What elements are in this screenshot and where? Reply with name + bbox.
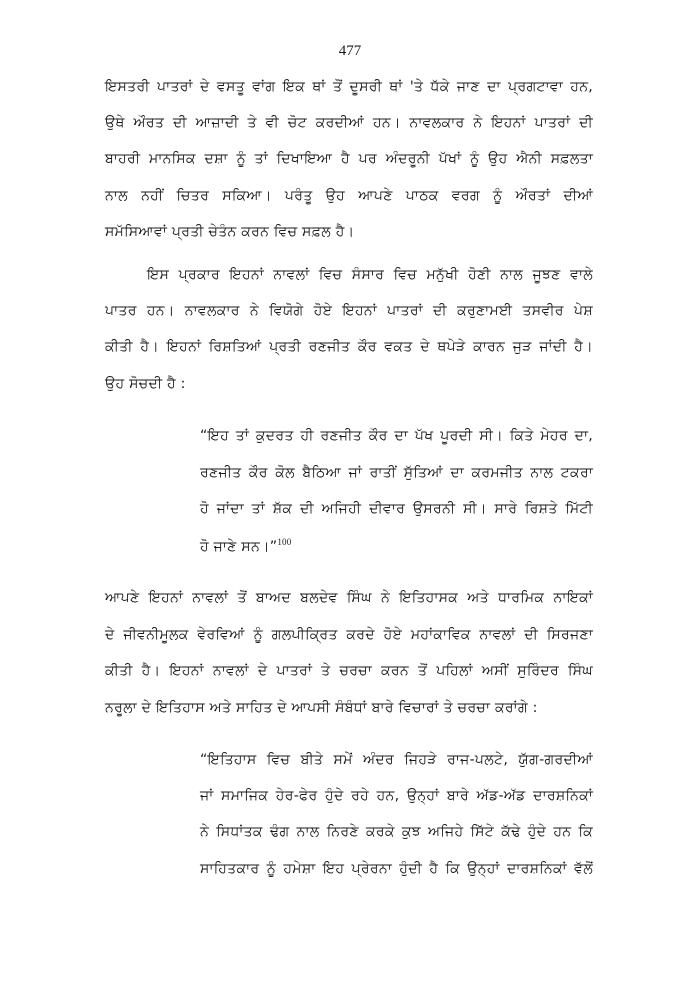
text-line: ਸਮੱਸਿਆਵਾਂ ਪ੍ਰਤੀ ਚੇਤੰਨ ਕਰਨ ਵਿਚ ਸਫ਼ਲ ਹੈ। — [105, 224, 355, 240]
footnote-ref: 100 — [277, 537, 292, 547]
quote-line: “ਇਤਿਹਾਸ ਵਿਚ ਬੀਤੇ ਸਮੇਂ ਅੰਦਰ ਜਿਹੜੇ ਰਾਜ-ਪਲਟੇ, ਯੁੱਗ-ਗਰਦੀਆਂ — [200, 752, 593, 768]
text-line: ਉਹ ਸੋਚਦੀ ਹੈ : — [105, 376, 186, 392]
text-line: ਉਥੇ ਔਰਤ ਦੀ ਆਜ਼ਾਦੀ ਤੇ ਵੀ ਚੋਟ ਕਰਦੀਆਂ ਹਨ। ਨਾਵਲਕਾਰ ਨੇ ਇਹਨਾਂ ਪਾਤਰਾਂ ਦੀ — [105, 115, 593, 131]
text-line: ਦੇ ਜੀਵਨੀਮੂਲਕ ਵੇਰਵਿਆਂ ਨੂੰ ਗਲਪੀਕ੍ਰਿਤ ਕਰਦੇ ਹੋਏ ਮਹਾਂਕਾਵਿਕ ਨਾਵਲਾਂ ਦੀ ਸਿਰਜਣਾ — [105, 627, 593, 643]
page-number: 477 — [338, 43, 362, 59]
quote-line: ਹੋ ਜਾਂਦਾ ਤਾਂ ਸ਼ੱਕ ਦੀ ਅਜਿਹੀ ਦੀਵਾਰ ਉਸਰਨੀ ਸੀ। ਸਾਰੇ ਰਿਸ਼ਤੇ ਮਿੱਟੀ — [200, 501, 593, 517]
quote-line: ਨੇ ਸਿਧਾਂਤਕ ਢੰਗ ਨਾਲ ਨਿਰਣੇ ਕਰਕੇ ਕੁਝ ਅਜਿਹੇ ਸਿੱਟੇ ਕੱਢੇ ਹੁੰਦੇ ਹਨ ਕਿ — [200, 824, 593, 840]
text-line: ਕੀਤੀ ਹੈ। ਇਹਨਾਂ ਰਿਸ਼ਤਿਆਂ ਪ੍ਰਤੀ ਰਣਜੀਤ ਕੌਰ ਵਕਤ ਦੇ ਥਪੇੜੇ ਕਾਰਨ ਜੁੜ ਜਾਂਦੀ ਹੈ। — [105, 339, 593, 355]
text-line: ਨਾਲ ਨਹੀਂ ਚਿਤਰ ਸਕਿਆ। ਪਰੰਤੂ ਉਹ ਆਪਣੇ ਪਾਠਕ ਵਰਗ ਨੂੰ ਔਰਤਾਂ ਦੀਆਂ — [105, 188, 593, 204]
text-line: ਨਰੂਲਾ ਦੇ ਇਤਿਹਾਸ ਅਤੇ ਸਾਹਿਤ ਦੇ ਆਪਸੀ ਸੰਬੰਧਾਂ ਬਾਰੇ ਵਿਚਾਰਾਂ ਤੇ ਚਰਚਾ ਕਰਾਂਗੇ : — [105, 700, 538, 716]
text-line: ਬਾਹਰੀ ਮਾਨਸਿਕ ਦਸ਼ਾ ਨੂੰ ਤਾਂ ਦਿਖਾਇਆ ਹੈ ਪਰ ਅੰਦਰੂਨੀ ਪੱਖਾਂ ਨੂੰ ਉਹ ਐਨੀ ਸਫ਼ਲਤਾ — [105, 151, 593, 167]
text-line: ਇਸ ਪ੍ਰਕਾਰ ਇਹਨਾਂ ਨਾਵਲਾਂ ਵਿਚ ਸੰਸਾਰ ਵਿਚ ਮਨੁੱਖੀ ਹੋਣੀ ਨਾਲ ਜੂਝਣ ਵਾਲੇ — [147, 267, 593, 283]
text-line: ਕੀਤੀ ਹੈ। ਇਹਨਾਂ ਨਾਵਲਾਂ ਦੇ ਪਾਤਰਾਂ ਤੇ ਚਰਚਾ ਕਰਨ ਤੋਂ ਪਹਿਲਾਂ ਅਸੀਂ ਸੁਰਿੰਦਰ ਸਿੰਘ — [105, 663, 593, 679]
quote-line: ਜਾਂ ਸਮਾਜਿਕ ਹੇਰ-ਫੇਰ ਹੁੰਦੇ ਰਹੇ ਹਨ, ਉਨ੍ਹਾਂ ਬਾਰੇ ਅੱਡ-ਅੱਡ ਦਾਰਸ਼ਨਿਕਾਂ — [200, 788, 593, 804]
quote-line — [200, 537, 593, 555]
quote-line: ਸਾਹਿਤਕਾਰ ਨੂੰ ਹਮੇਸ਼ਾ ਇਹ ਪ੍ਰੇਰਨਾ ਹੁੰਦੀ ਹੈ ਕਿ ਉਨ੍ਹਾਂ ਦਾਰਸ਼ਨਿਕਾਂ ਵੱਲੋਂ — [200, 861, 593, 877]
quote-text: ਹੋ ਜਾਣੇ ਸਨ।” — [200, 539, 278, 555]
text-line: ਇਸਤਰੀ ਪਾਤਰਾਂ ਦੇ ਵਸਤੂ ਵਾਂਗ ਇਕ ਥਾਂ ਤੋਂ ਦੂਸਰੀ ਥਾਂ 'ਤੇ ਧੱਕੇ ਜਾਣ ਦਾ ਪ੍ਰਗਟਾਵਾ ਹਨ, — [105, 79, 593, 95]
text-line: ਪਾਤਰ ਹਨ। ਨਾਵਲਕਾਰ ਨੇ ਵਿਯੋਗੇ ਹੋਏ ਇਹਨਾਂ ਪਾਤਰਾਂ ਦੀ ਕਰੁਣਾਮਈ ਤਸਵੀਰ ਪੇਸ਼ — [105, 303, 593, 319]
quote-line: ਰਣਜੀਤ ਕੌਰ ਕੋਲ ਬੈਠਿਆ ਜਾਂ ਰਾਤੀਂ ਸੁੱਤਿਆਂ ਦਾ ਕਰਮਜੀਤ ਨਾਲ ਟਕਰਾ — [200, 465, 593, 481]
quote-line: “ਇਹ ਤਾਂ ਕੁਦਰਤ ਹੀ ਰਣਜੀਤ ਕੌਰ ਦਾ ਪੱਖ ਪੂਰਦੀ ਸੀ। ਕਿਤੇ ਮੇਹਰ ਦਾ, — [200, 428, 593, 444]
text-line: ਆਪਣੇ ਇਹਨਾਂ ਨਾਵਲਾਂ ਤੋਂ ਬਾਅਦ ਬਲਦੇਵ ਸਿੰਘ ਨੇ ਇਤਿਹਾਸਕ ਅਤੇ ਧਾਰਮਿਕ ਨਾਇਕਾਂ — [105, 590, 593, 606]
